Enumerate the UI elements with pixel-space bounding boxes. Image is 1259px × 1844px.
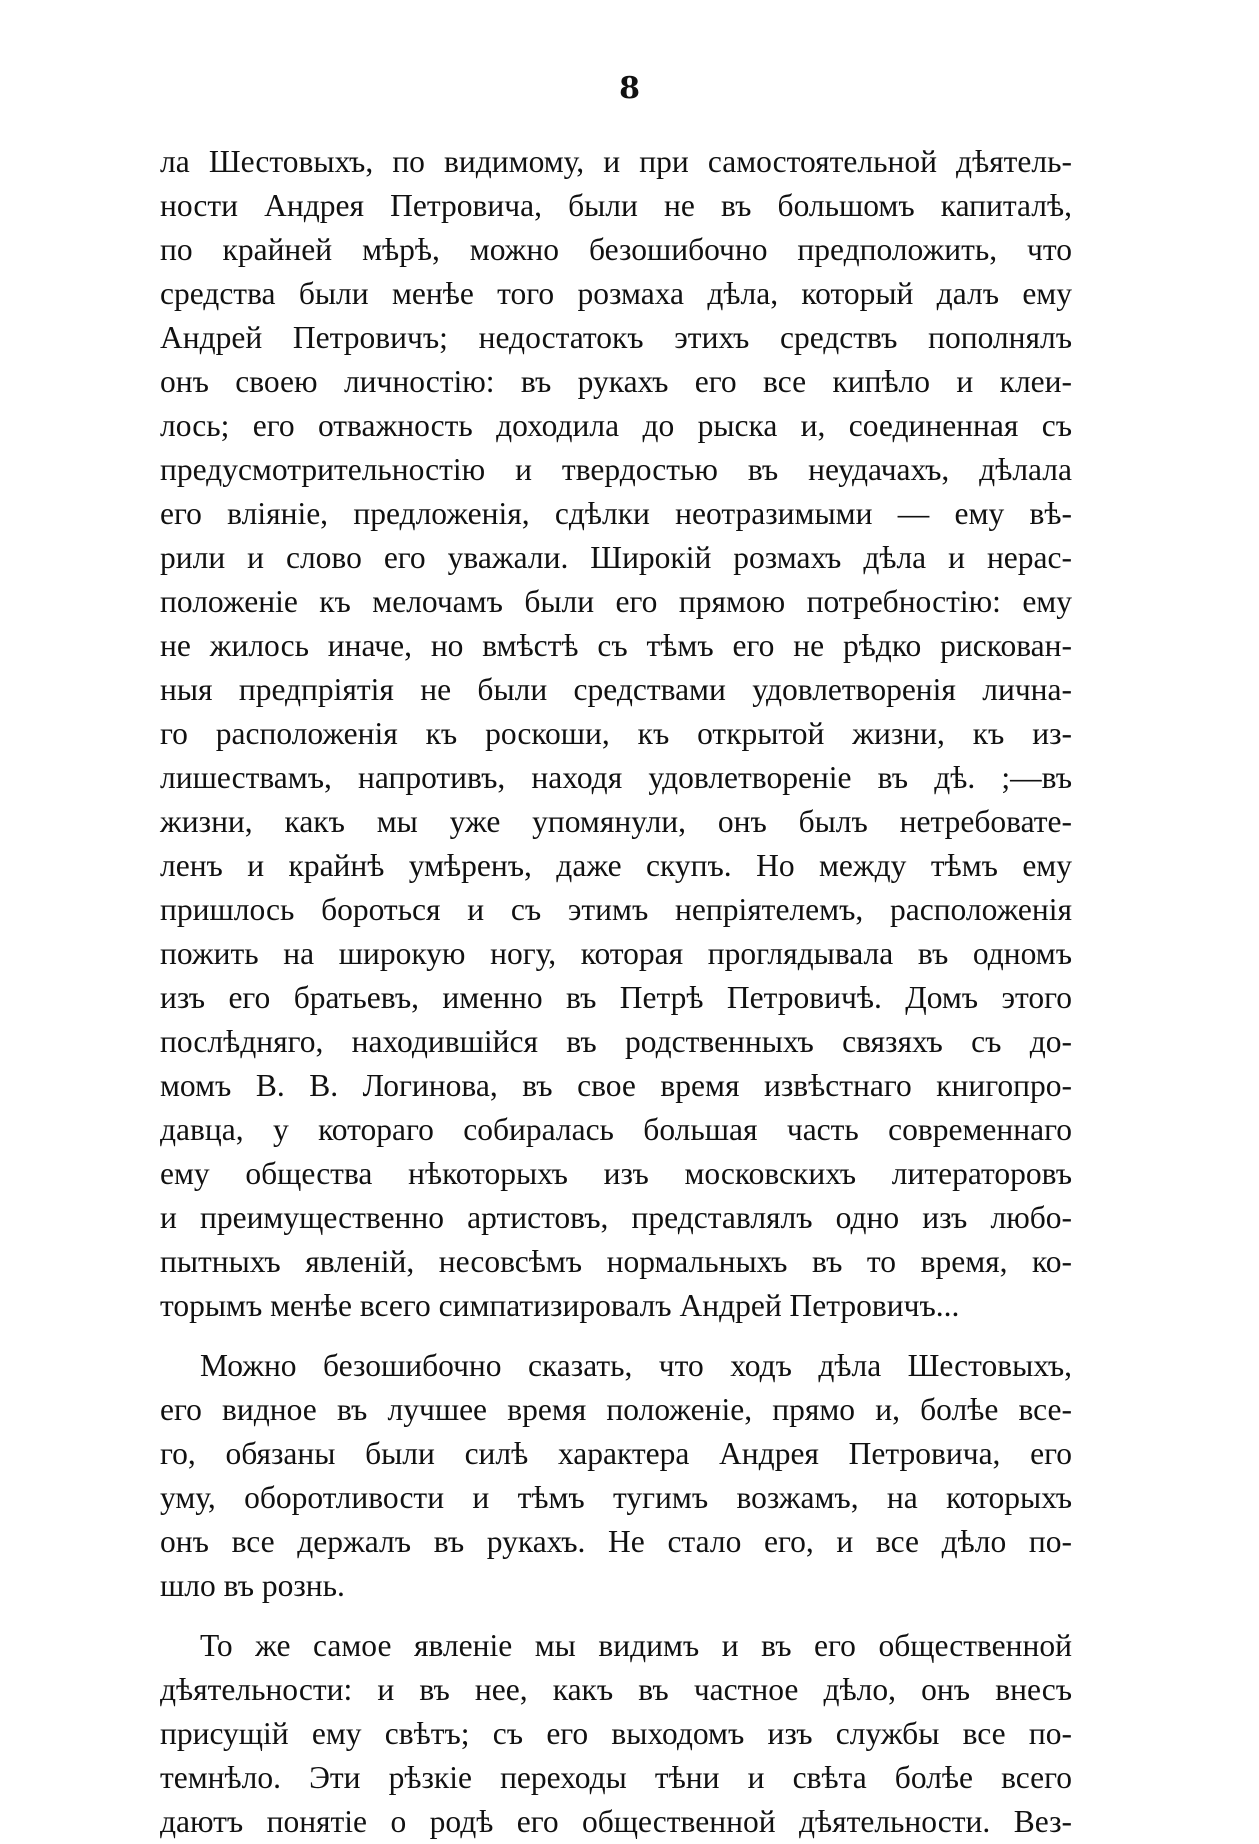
text-line: ныя предпріятія не были средствами удовлетворенія лична-	[160, 672, 1072, 707]
body-text	[160, 140, 1072, 1844]
text-line: его видное въ лучшее время положеніе, прямо и, болѣе все-	[160, 1392, 1072, 1427]
text-line: изъ его братьевъ, именно въ Петрѣ Петровичѣ. Домъ этого	[160, 980, 1072, 1015]
text-line: лишествамъ, напротивъ, находя удовлетвореніе въ дѣ. ;—въ	[160, 760, 1072, 795]
text-line: послѣдняго, находившійся въ родственныхъ связяхъ съ до-	[160, 1024, 1072, 1059]
text-line: ему общества нѣкоторыхъ изъ московскихъ литераторовъ	[160, 1156, 1072, 1191]
text-line: торымъ менѣе всего симпатизировалъ Андрей Петровичъ...	[160, 1288, 960, 1323]
text-line: момъ В. В. Логинова, въ свое время извѣстнаго книгопро-	[160, 1068, 1072, 1103]
paragraph	[160, 1624, 1072, 1844]
text-line: ла Шестовыхъ, по видимому, и при самостоятельной дѣятель-	[160, 144, 1072, 179]
text-line: жизни, какъ мы уже упомянули, онъ былъ нетребовате-	[160, 804, 1072, 839]
paragraph-gap	[160, 1608, 1072, 1624]
text-line: его вліяніе, предложенія, сдѣлки неотразимыми — ему вѣ-	[160, 496, 1072, 531]
text-line: шло въ рознь.	[160, 1568, 345, 1603]
page-number: 8	[619, 71, 640, 106]
text-line: пожить на широкую ногу, которая проглядывала въ одномъ	[160, 936, 1072, 971]
text-line: присущій ему свѣтъ; съ его выходомъ изъ службы все по-	[160, 1716, 1072, 1751]
text-line: уму, оборотливости и тѣмъ тугимъ возжамъ, на которыхъ	[160, 1480, 1072, 1515]
text-line: не жилось иначе, но вмѣстѣ съ тѣмъ его не рѣдко рискован-	[160, 628, 1072, 663]
text-line: лось; его отважность доходила до рыска и, соединенная съ	[160, 408, 1072, 443]
text-line: средства были менѣе того розмаха дѣла, который далъ ему	[160, 276, 1072, 311]
text-line: пришлось бороться и съ этимъ непріятелемъ, расположенія	[160, 892, 1072, 927]
text-line: онъ своею личностію: въ рукахъ его все кипѣло и клеи-	[160, 364, 1072, 399]
text-line: Можно безошибочно сказать, что ходъ дѣла Шестовыхъ,	[200, 1348, 1072, 1383]
text-line: по крайней мѣрѣ, можно безошибочно предположить, что	[160, 232, 1072, 267]
paragraph	[160, 1344, 1072, 1608]
text-line: пытныхъ явленій, несовсѣмъ нормальныхъ въ то время, ко-	[160, 1244, 1072, 1279]
text-line: даютъ понятіе о родѣ его общественной дѣятельности. Вез-	[160, 1804, 1072, 1839]
text-line: Андрей Петровичъ; недостатокъ этихъ средствъ пополнялъ	[160, 320, 1072, 355]
text-line: предусмотрительностію и твердостью въ неудачахъ, дѣлала	[160, 452, 1072, 487]
text-line: темнѣло. Эти рѣзкіе переходы тѣни и свѣта болѣе всего	[160, 1760, 1072, 1795]
text-line: дѣятельности: и въ нее, какъ въ частное дѣло, онъ внесъ	[160, 1672, 1072, 1707]
text-line: давца, у котораго собиралась большая часть современнаго	[160, 1112, 1072, 1147]
text-line: положеніе къ мелочамъ были его прямою потребностію: ему	[160, 584, 1072, 619]
text-line: го расположенія къ роскоши, къ открытой жизни, къ из-	[160, 716, 1072, 751]
paragraph	[160, 140, 1072, 1328]
text-line: То же самое явленіе мы видимъ и въ его общественной	[200, 1628, 1072, 1663]
text-line: рили и слово его уважали. Широкій розмахъ дѣла и нерас-	[160, 540, 1072, 575]
paragraph-gap	[160, 1328, 1072, 1344]
text-line: и преимущественно артистовъ, представлялъ одно изъ любо-	[160, 1200, 1072, 1235]
text-line: ленъ и крайнѣ умѣренъ, даже скупъ. Но между тѣмъ ему	[160, 848, 1072, 883]
text-line: ности Андрея Петровича, были не въ большомъ капиталѣ,	[160, 188, 1072, 223]
text-line: онъ все держалъ въ рукахъ. Не стало его, и все дѣло по-	[160, 1524, 1072, 1559]
text-line: го, обязаны были силѣ характера Андрея Петровича, его	[160, 1436, 1072, 1471]
